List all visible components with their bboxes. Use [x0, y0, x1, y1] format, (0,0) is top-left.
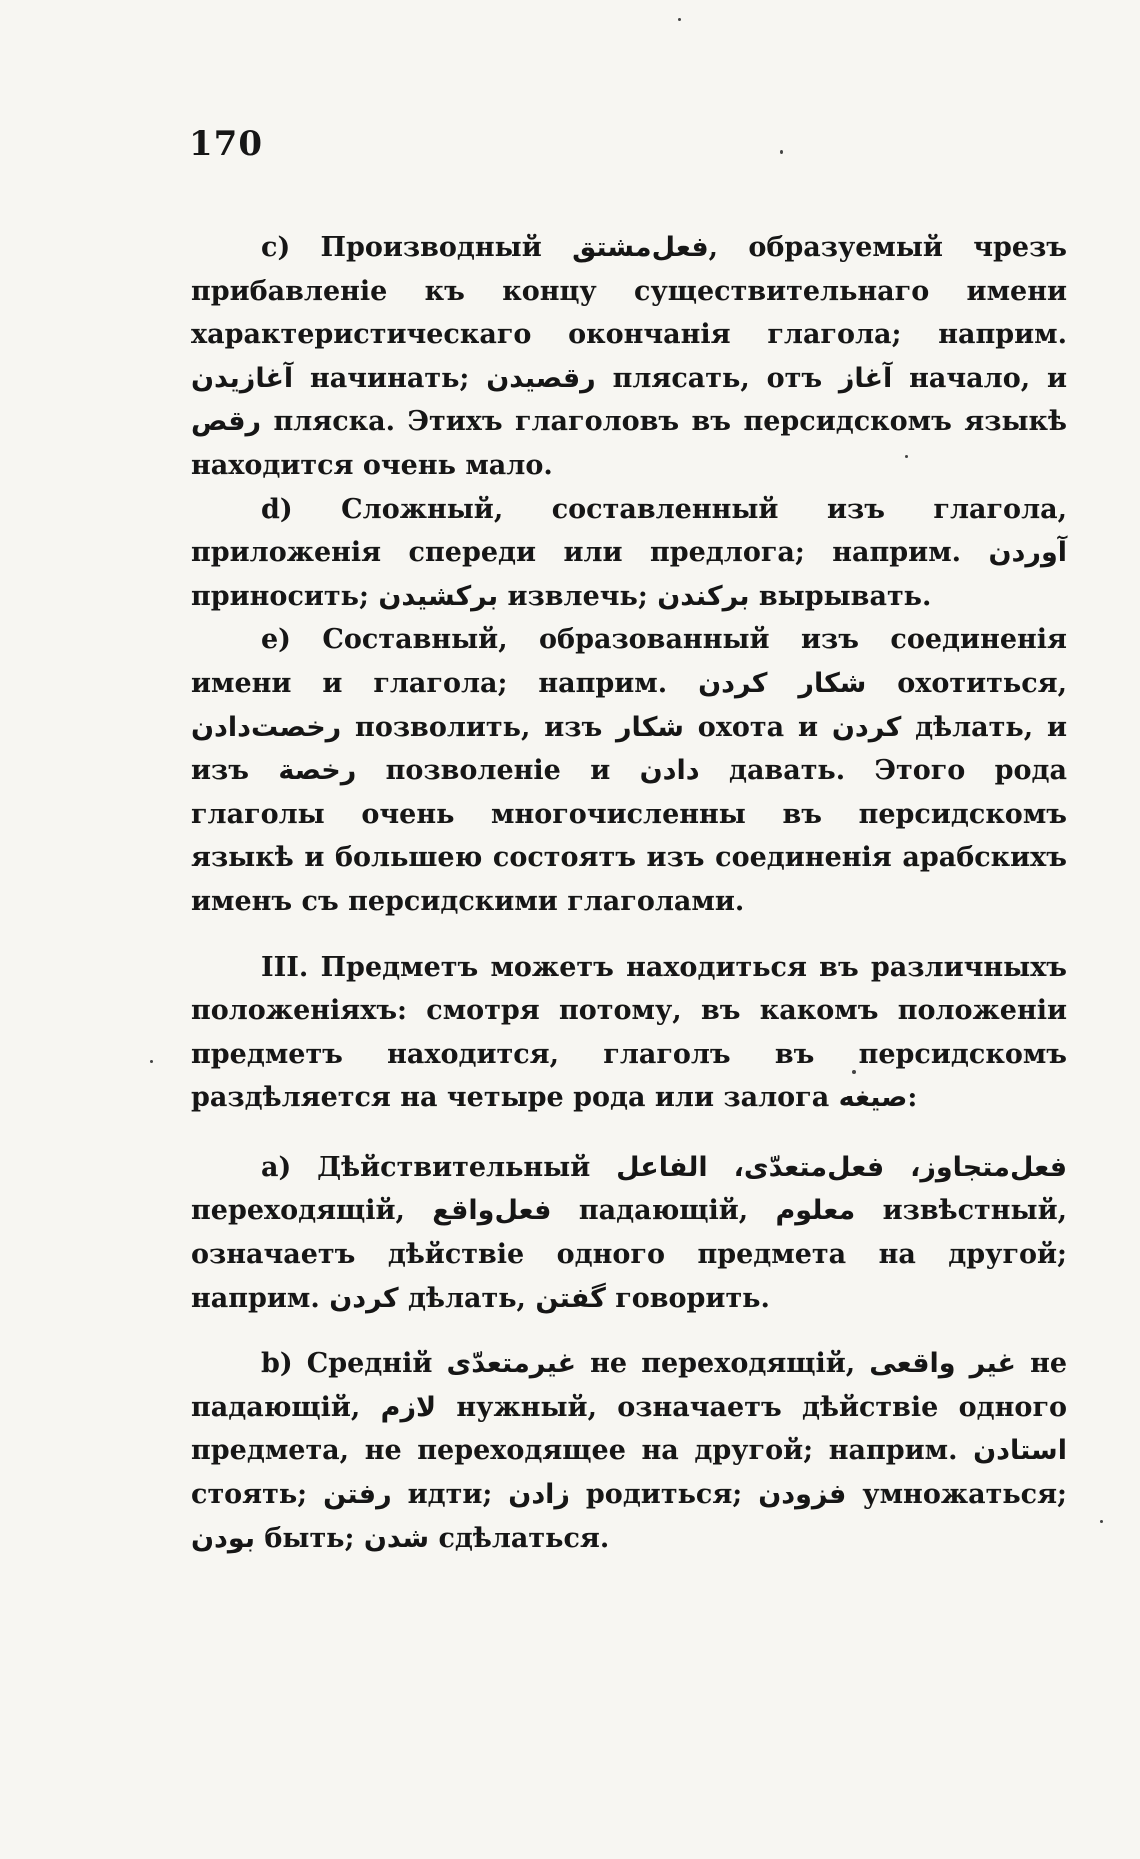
scan-speck [905, 455, 908, 458]
text-run: III. Предметъ можетъ находиться въ различныхъ положеніяхъ: смотря потому, въ какомъ положеніи предметъ находится, глаголъ въ персидскомъ раздѣляется на четыре рода или залога [191, 951, 1067, 1114]
persian-term: زادن [508, 1479, 570, 1511]
text-run: стоять; [191, 1479, 324, 1511]
text-run: , образуемый чрезъ прибавленіе къ концу существительнаго имени характеристическаго окончанія глагола; наприм. [191, 232, 1068, 351]
paragraph-III [191, 946, 1067, 1120]
text-run: пляска. Этихъ глаголовъ въ персидскомъ языкѣ находится очень мало. [191, 406, 1067, 481]
text-run: падающій, [551, 1195, 776, 1227]
persian-term: معلوم [775, 1195, 856, 1227]
text-run: давать. Этого рода глаголы очень многочисленны въ персидскомъ языкѣ и большею состоятъ изъ соединенія арабскихъ именъ съ персидскими глаголами. [191, 755, 1067, 917]
persian-term: فعل‌واقع [432, 1195, 552, 1227]
persian-term: لازم [380, 1391, 437, 1423]
persian-term: فعل‌مشتق [572, 232, 709, 263]
persian-term: آغازيدن [191, 362, 294, 394]
persian-term: بركندن [657, 580, 750, 612]
text-run: охотиться, [866, 667, 1067, 699]
persian-term: آوردن [988, 537, 1067, 569]
text-run: быть; [254, 1522, 364, 1554]
paragraph-e [191, 618, 1067, 923]
page-number: 170 [189, 124, 263, 164]
persian-term: گفتن [535, 1282, 606, 1314]
text-run: переходящій, [191, 1195, 433, 1227]
persian-term: دادن [639, 755, 700, 787]
body-text [191, 226, 1067, 1560]
paragraph-a [191, 1146, 1067, 1320]
text-run: начинать; [293, 362, 487, 394]
persian-term: شكار كردن [698, 667, 867, 699]
text-run: приносить; [191, 580, 379, 612]
text-run: c) Производный [261, 232, 573, 263]
scan-speck [780, 150, 783, 154]
text-run: a) Дѣйствительный [261, 1151, 617, 1183]
text-run: охота и [683, 711, 832, 743]
text-run: умножаться; [846, 1479, 1067, 1511]
persian-term: رقصيدن [486, 362, 596, 394]
text-run: извѣстный, означаетъ дѣйствіе одного предмета на другой; наприм. [191, 1195, 1067, 1314]
text-run: извлечь; [498, 580, 658, 612]
text-run: не падающій, [191, 1348, 1068, 1423]
text-run: позволить, изъ [341, 711, 617, 743]
scan-speck [678, 18, 681, 21]
persian-term: استادن [973, 1435, 1067, 1467]
persian-term: بركشيدن [378, 580, 499, 612]
scan-speck [150, 1060, 153, 1063]
text-run: дѣлать, [398, 1282, 536, 1314]
scan-speck [1100, 1520, 1103, 1523]
scan-speck [852, 1070, 856, 1074]
persian-term: صيغه [838, 1082, 908, 1114]
text-run: родиться; [569, 1479, 759, 1511]
persian-term: رخصت‌دادن [191, 711, 342, 743]
persian-term: رفتن [323, 1479, 392, 1511]
text-run: не переходящій, [576, 1348, 870, 1380]
text-run: нужный, означаетъ дѣйствіе одного предмета, не переходящее на другой; наприм. [191, 1391, 1067, 1467]
persian-term: كردن [831, 711, 902, 743]
persian-term: غيرمتعدّى [446, 1348, 577, 1380]
persian-term: رخصة [278, 755, 357, 787]
text-run: плясать, отъ [595, 362, 839, 394]
text-run: дѣлать, и изъ [191, 711, 1067, 787]
persian-term: كردن [329, 1282, 399, 1314]
persian-term: آغاز [838, 362, 893, 394]
paragraph-d [191, 488, 1067, 619]
text-run: сдѣлаться. [429, 1522, 610, 1554]
text-run: вырывать. [749, 580, 932, 612]
persian-term: شدن [363, 1522, 430, 1554]
text-run: позволеніе и [356, 755, 640, 787]
persian-term: بودن [191, 1522, 255, 1554]
persian-term: فزودن [758, 1479, 847, 1511]
paragraph-c [191, 226, 1067, 488]
text-run: b) Средній [261, 1348, 447, 1380]
persian-term: شكار [616, 711, 684, 743]
persian-term: رقص [191, 406, 262, 438]
paragraph-b [191, 1342, 1067, 1560]
persian-term: غير واقعى [869, 1348, 1016, 1380]
persian-term: فعل‌متجاوز، فعل‌متعدّى، الفاعل [616, 1151, 1068, 1183]
text-run: e) Составный, образованный изъ соединенія имени и глагола; наприм. [191, 624, 1067, 699]
text-run: : [907, 1082, 918, 1114]
text-run: говорить. [605, 1282, 770, 1314]
text-run: d) Сложный, составленный изъ глагола, приложенія спереди или предлога; наприм. [191, 493, 1067, 569]
text-run: начало, и [892, 362, 1067, 394]
text-run: идти; [391, 1479, 509, 1511]
